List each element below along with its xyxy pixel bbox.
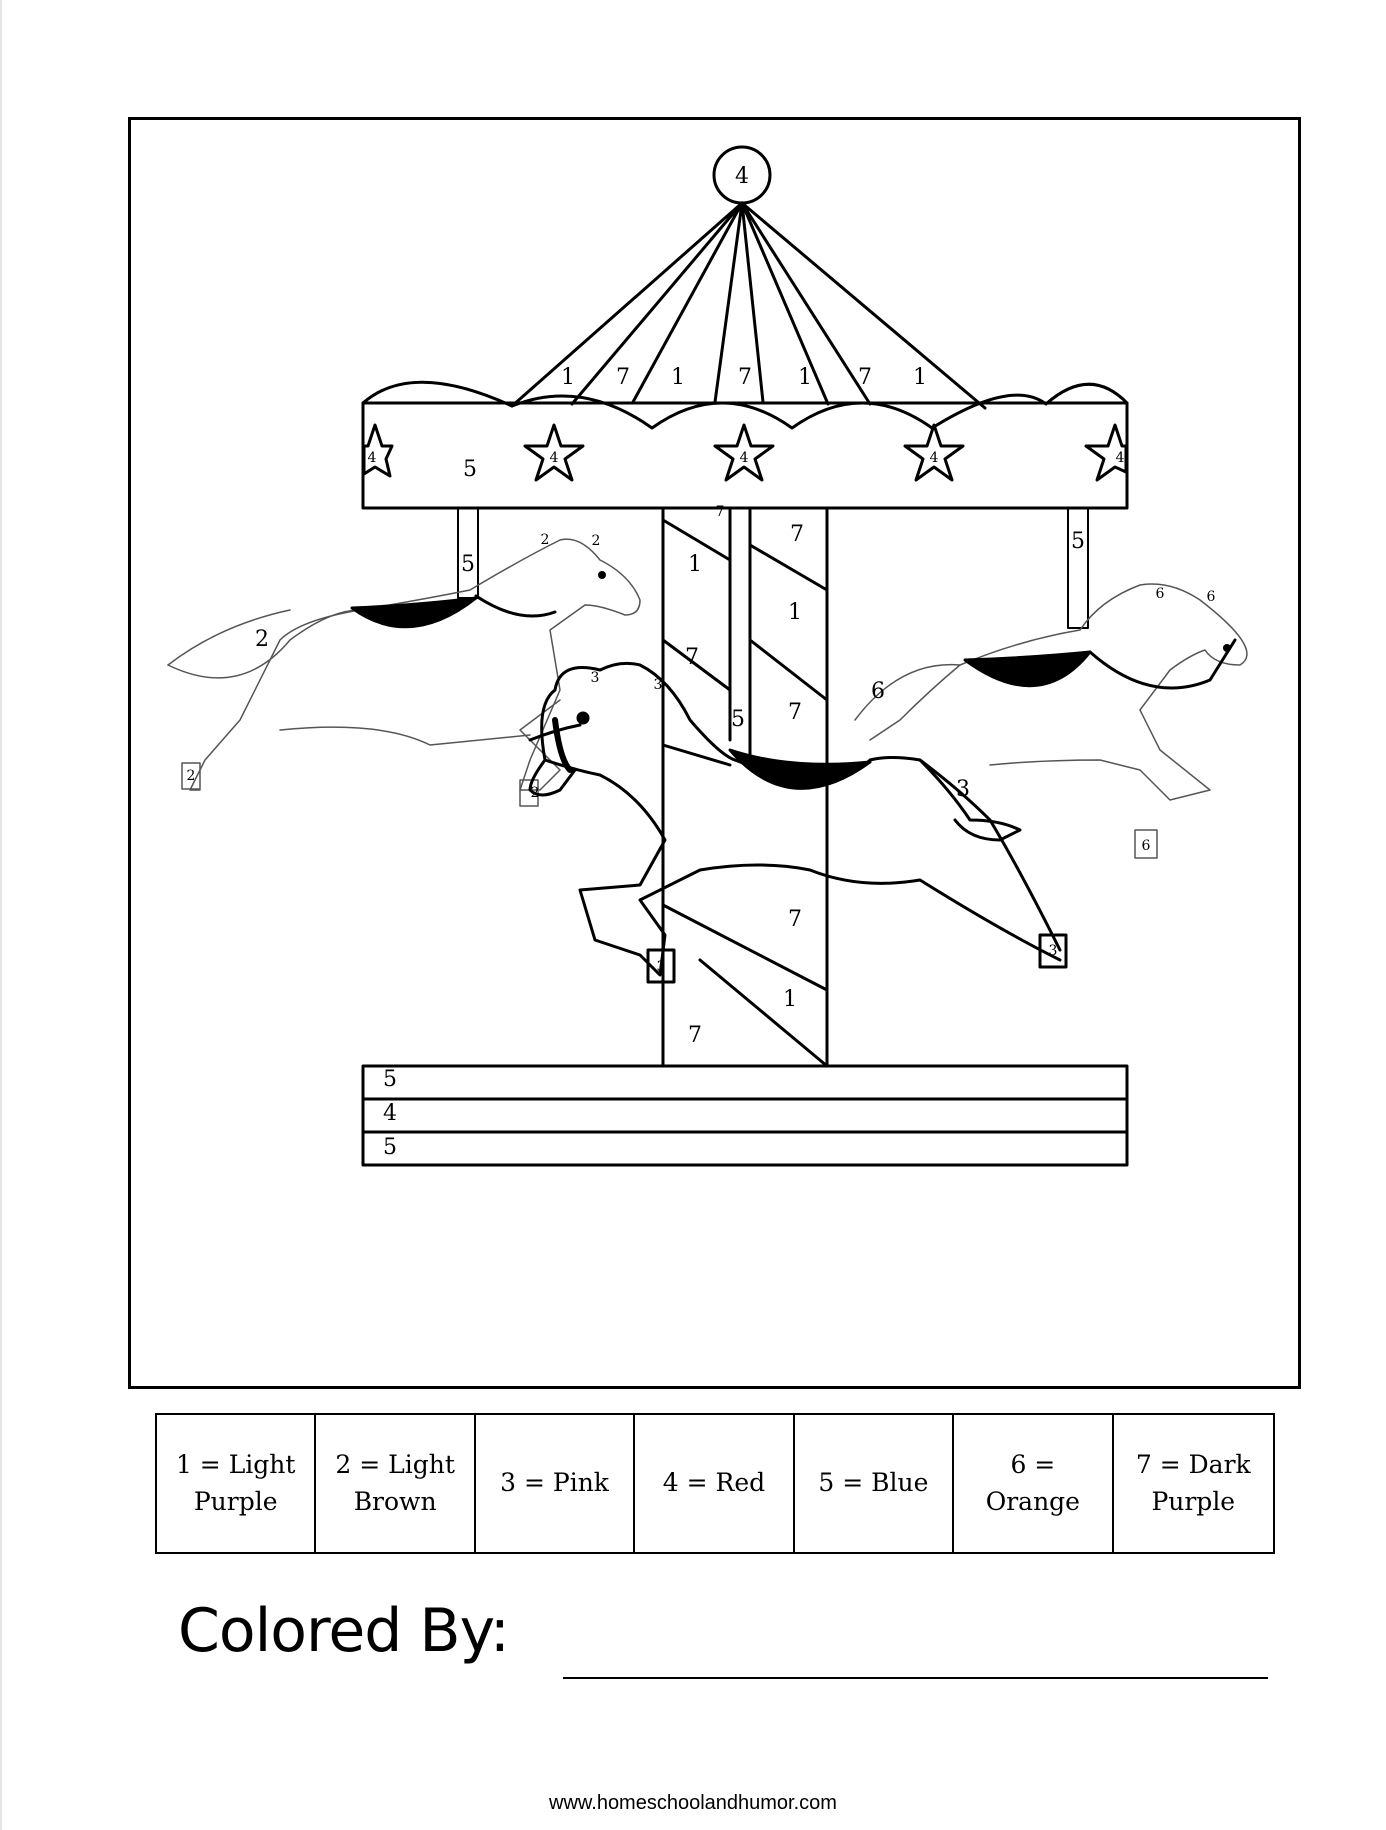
legend-cell-7 [1114,1415,1273,1552]
label-star-1: 4 [549,450,559,466]
label-horse-right-1: 6 [871,679,885,704]
label-column-3: 7 [790,522,804,547]
horse-eye-front [578,713,588,723]
label-horse-left-3: 2 [591,533,601,549]
label-column-8: 1 [783,987,797,1012]
legend-cell-3 [476,1415,635,1552]
label-canopy-4: 7 [738,365,752,390]
horse-right [855,584,1247,858]
side-poles [458,508,1088,628]
label-canopy-2: 7 [616,365,630,390]
label-top-ball: 4 [735,164,749,189]
name-signature-line[interactable] [563,1677,1268,1679]
legend-2-line2: Brown [353,1486,437,1516]
label-horse-right-4: 6 [1141,838,1151,854]
label-star-3: 4 [929,450,939,466]
legend-7-line1: 7 = Dark [1135,1450,1251,1480]
legend-cell-1 [157,1415,316,1552]
label-column-9: 7 [688,1023,702,1048]
label-canopy-1: 1 [561,365,575,390]
label-base-1: 5 [383,1067,397,1092]
label-horse-right-3: 6 [1206,589,1216,605]
label-canopy-7: 1 [913,365,927,390]
legend-cell-4 [635,1415,794,1552]
legend-5-line1: 5 = Blue [818,1468,929,1498]
legend-7-line2: Purple [1151,1486,1236,1516]
label-base-2: 4 [383,1101,397,1126]
legend-cell-6 [954,1415,1113,1552]
label-column-7: 7 [788,907,802,932]
legend-1-line1: 1 = Light [175,1450,296,1480]
legend-6-line1: 6 = Orange [985,1450,1080,1516]
label-horse-front-5: 3 [1048,943,1058,959]
label-column-4: 1 [788,600,802,625]
legend-4-line1: 4 = Red [662,1468,766,1498]
label-column-2: 1 [688,552,702,577]
label-horse-front-2: 3 [653,677,663,693]
label-left-pole: 5 [461,552,475,577]
saddle-left [352,598,476,627]
bridle-left [476,596,555,616]
label-column-6: 7 [788,700,802,725]
horse-eye-right [1223,644,1231,652]
label-star-5: 4 [1115,450,1125,466]
label-canopy-3: 1 [671,365,685,390]
label-star-4: 4 [367,450,377,466]
carousel-base [363,1066,1127,1165]
legend-cell-2 [316,1415,475,1552]
label-right-pole: 5 [1071,529,1085,554]
label-horse-right-2: 6 [1155,586,1165,602]
label-horse-front-4: 3 [656,959,666,975]
label-star-2: 4 [739,450,749,466]
legend-cell-5 [795,1415,954,1552]
horse-eye-left [598,571,606,579]
label-valance: 5 [463,457,477,482]
label-horse-left-4: 2 [186,768,196,784]
label-horse-front-3: 3 [956,777,970,802]
color-legend [155,1413,1275,1554]
label-column-5: 7 [685,645,699,670]
legend-3-line1: 3 = Pink [500,1468,609,1498]
colored-by-label: Colored By: [178,1596,509,1666]
label-center-pole: 5 [731,707,745,732]
label-canopy-5: 1 [798,365,812,390]
saddle-front [730,750,870,788]
label-base-3: 5 [383,1135,397,1160]
website-url: www.homeschoolandhumor.com [549,1792,837,1814]
legend-1-line2: Purple [193,1486,278,1516]
label-horse-front-1: 3 [590,670,600,686]
label-horse-left-5: 2 [530,785,540,801]
legend-2-line1: 2 = Light [335,1450,455,1480]
saddle-right [965,652,1090,686]
label-column-1: 7 [715,504,725,520]
label-canopy-6: 7 [858,365,872,390]
label-horse-left-2: 2 [540,532,550,548]
label-horse-left-1: 2 [255,627,269,652]
